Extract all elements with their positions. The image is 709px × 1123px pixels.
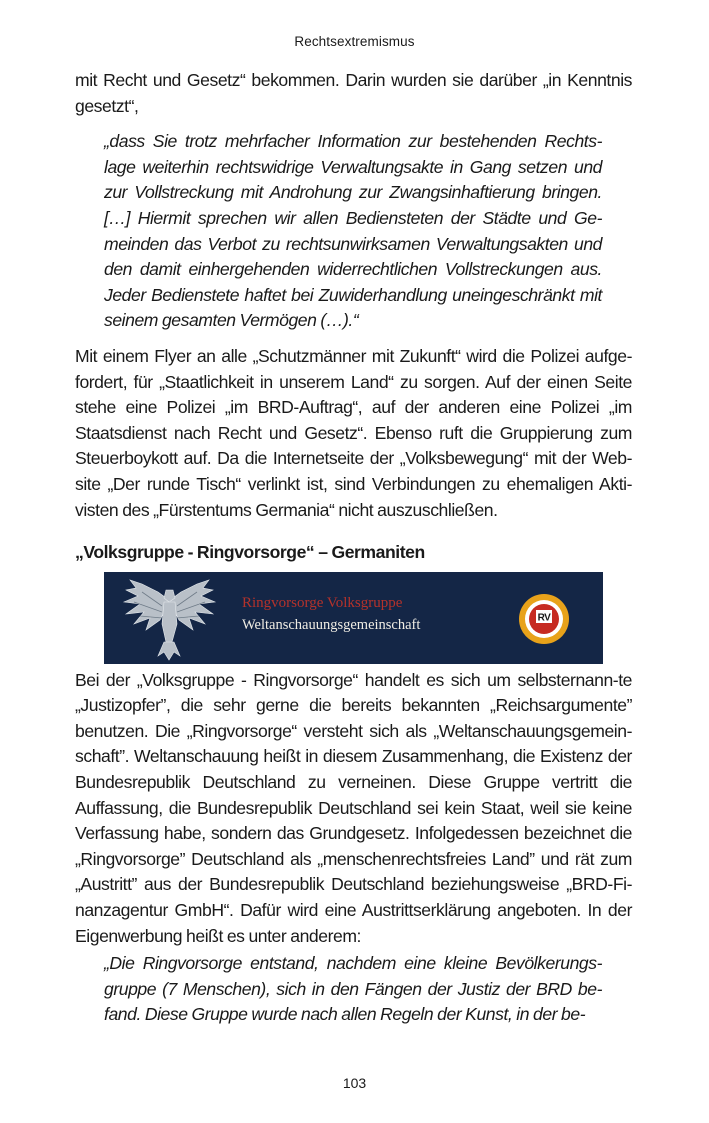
- text-line: Jeder Bedienstete haftet bei Zuwiderhandlung uneingeschränkt: [104, 284, 575, 305]
- text-line: „Austritt” aus der Bundesrepublik Deutschland beziehungsweise „BRD-Fi-: [75, 874, 632, 895]
- text-line: „Ringvorsorge” Deutschland als „menschenrechtsfreies Land” und rät zum: [75, 848, 632, 869]
- text-line: Staatsdienst nach Recht und Gesetz“. Ebenso ruft die Gruppierung zum: [75, 422, 632, 443]
- text-line: fordert, für „Staatlichkeit in unserem Land“ zu sorgen. Auf der einen Seite: [75, 371, 632, 392]
- text-line: te „Justizopfer”, die sehr gerne die bereits bekannten „Reichsargumente”: [75, 669, 632, 716]
- text-line: den damit einhergehenden widerrechtlichen Vollstreckungen aus.: [104, 259, 602, 280]
- running-header: Rechtsextremismus: [294, 34, 415, 49]
- text-line: Steuerboykott auf. Da die Internetseite der „Volksbewegung“ mit der Web-: [75, 448, 632, 469]
- emblem-letters: RV: [537, 612, 551, 624]
- text-line: gruppe (7 Menschen), sich in den Fängen der Justiz der BRD be-: [104, 978, 602, 999]
- paragraph-flyer: [75, 344, 632, 523]
- text-line: Bei der „Volksgruppe - Ringvorsorge“ handelt es sich um selbsternann-: [75, 669, 619, 690]
- page-number: 103: [342, 1075, 367, 1091]
- eagle-icon: [112, 572, 227, 664]
- text-line: meinden das Verbot zu rechtsunwirksamen Verwaltungsakten und: [104, 233, 602, 254]
- text-line: Mit einem Flyer an alle „Schutzmänner mit Zukunft“ wird die Polizei aufge-: [75, 345, 632, 366]
- text-line: gesetzt“,: [75, 95, 139, 116]
- paragraph-intro: [75, 68, 632, 119]
- banner-title: Ringvorsorge Volksgruppe: [242, 594, 403, 611]
- text-line: Verfassung habe, sondern das Grundgesetz. Infolgedessen bezeichnet die: [75, 823, 632, 844]
- text-line: „Die Ringvorsorge entstand, nachdem eine kleine Bevölkerungs-: [104, 953, 602, 974]
- text-line: fand. Diese Gruppe wurde nach allen Regeln der Kunst, in der be-: [104, 1004, 586, 1025]
- text-line: lage weiterhin rechtswidrige Verwaltungsakte in Gang setzen und: [104, 156, 602, 177]
- block-quote-self-promotion: [104, 951, 602, 1028]
- block-quote-letter: [104, 129, 602, 334]
- text-line: […] Hiermit sprechen wir allen Bediensteten der Städte und Ge-: [104, 207, 602, 228]
- text-line: zur Vollstreckung mit Androhung zur Zwangsinhaftierung bringen.: [104, 182, 602, 203]
- paragraph-ringvorsorge: [75, 668, 632, 950]
- section-heading: „Volksgruppe - Ringvorsorge“ – Germaniten: [75, 542, 425, 563]
- text-line: stehe eine Polizei „im BRD-Auftrag“, auf der anderen eine Polizei „im: [75, 397, 632, 418]
- text-line: Auffassung, die Bundesrepublik Deutschland sei kein Staat, weil sie keine: [75, 797, 632, 818]
- ringvorsorge-banner-image: [104, 572, 603, 664]
- text-line: der Bundesrepublik Deutschland zu verneinen. Diese Gruppe vertritt die: [75, 746, 632, 793]
- text-line: Eigenwerbung heißt es unter anderem:: [75, 925, 361, 946]
- page-body: [75, 68, 632, 1028]
- text-line: benutzen. Die „Ringvorsorge“ versteht sich als „Weltanschauungsgemein-: [75, 720, 632, 741]
- text-line: visten des „Fürstentums Germania“ nicht auszuschließen.: [75, 499, 498, 520]
- banner-subtitle: Weltanschauungsgemeinschaft: [242, 616, 421, 633]
- text-line: schaft”. Weltanschauung heißt in diesem Zusammenhang, die Existenz: [75, 746, 603, 767]
- text-line: „dass Sie trotz mehrfacher Information zur bestehenden Rechts-: [104, 131, 602, 152]
- text-line: mit Recht und Gesetz“ bekommen. Darin wurden sie darüber „in Kenntnis: [75, 70, 632, 90]
- text-line: nanzagentur GmbH“. Dafür wird eine Austrittserklärung angeboten. In der: [75, 900, 632, 921]
- text-line: mit seinem gesamten Vermögen (…).“: [104, 284, 602, 331]
- text-line: site „Der runde Tisch“ verlinkt ist, sind Verbindungen zu ehemaligen Akti-: [75, 473, 632, 494]
- emblem-icon: [518, 593, 570, 645]
